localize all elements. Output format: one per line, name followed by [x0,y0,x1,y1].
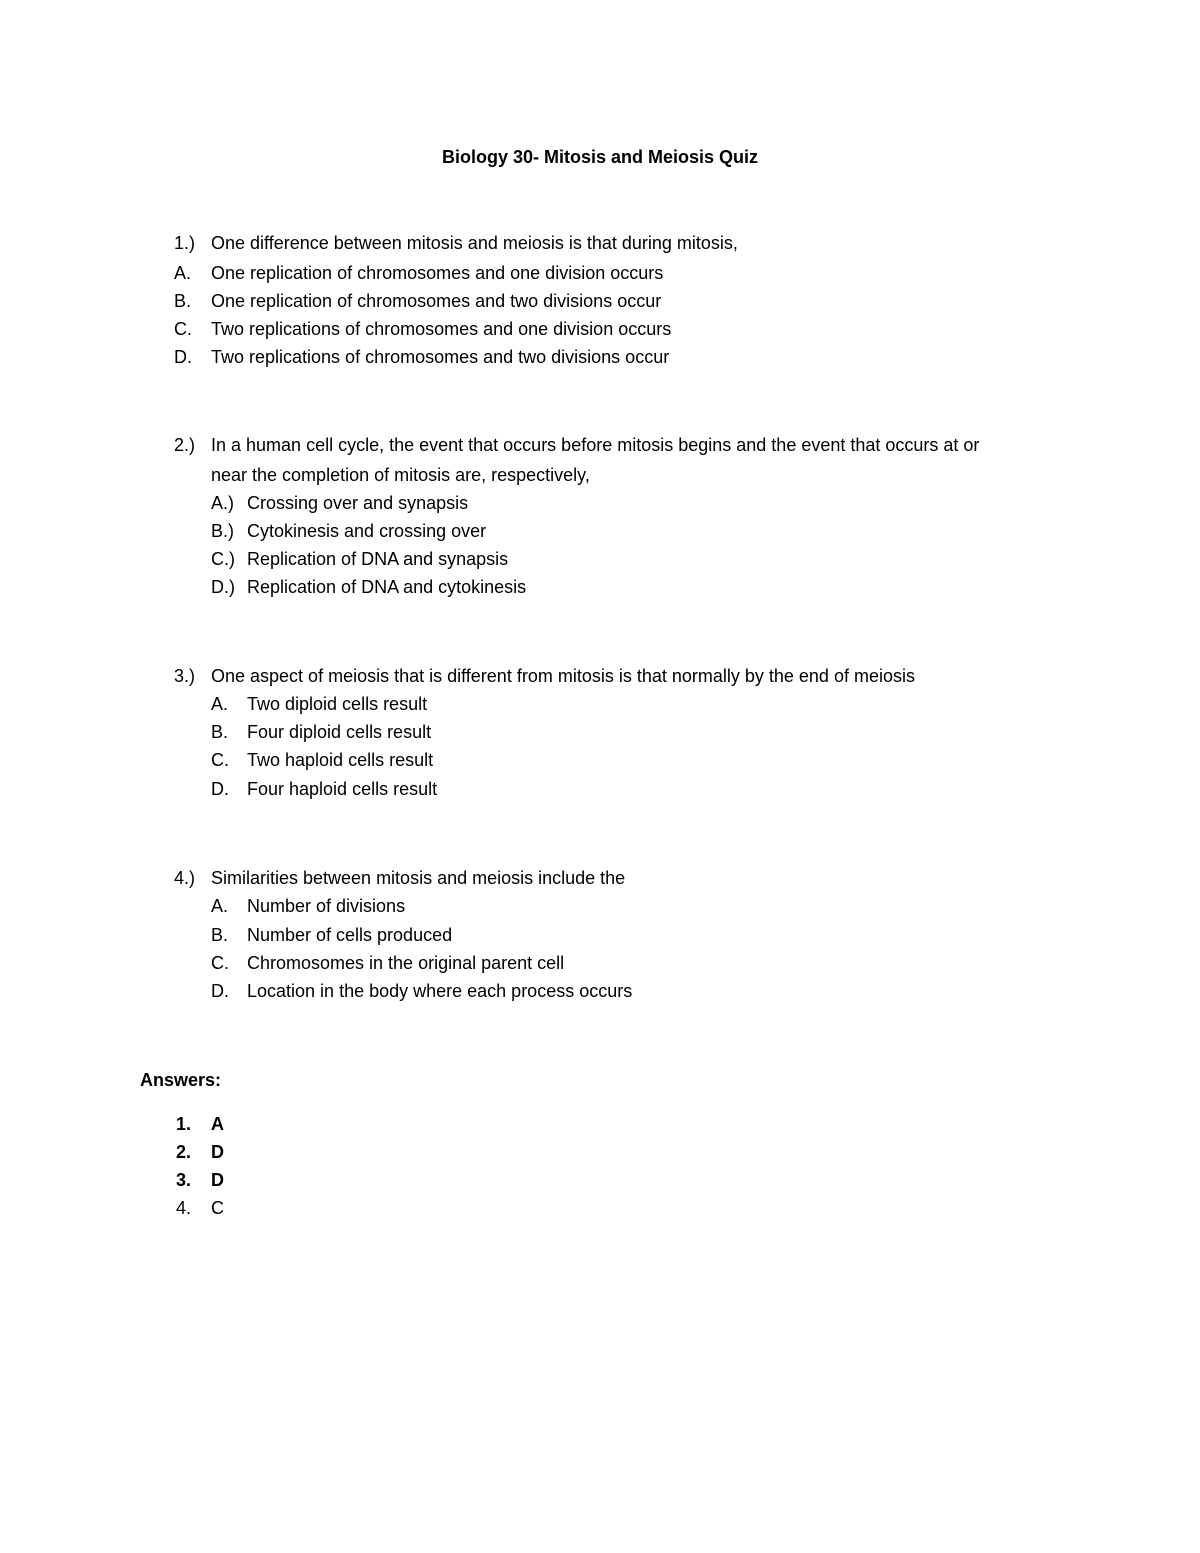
option-label: D. [174,347,192,367]
question-3-stem [0,662,1200,690]
option-text: Replication of DNA and cytokinesis [247,577,527,597]
option-label: B. [211,925,229,945]
question-3-option-b [0,718,1200,746]
question-2-stem [0,431,1200,459]
question-4-option-d [0,977,1200,1005]
answer-value: D [211,1170,224,1190]
option-text: One replication of chromosomes and two divisions occur [211,291,662,311]
question-number: 1.) [174,233,196,253]
question-text: Similarities between mitosis and meiosis include the [211,868,626,888]
option-text: Four haploid cells result [247,779,438,799]
answer-item-3 [0,1166,1200,1194]
question-text: In a human cell cycle, the event that occurs before mitosis begins and the event that occurs at or [211,435,980,455]
question-2-stem-continued [0,461,1200,489]
option-label: C. [211,750,229,770]
question-1-option-b [0,287,1200,315]
answer-value: C [211,1198,224,1218]
option-text: Four diploid cells result [247,722,432,742]
option-text: Replication of DNA and synapsis [247,549,509,569]
question-number: 4.) [174,868,196,888]
question-2-option-d [0,573,1200,601]
option-label: B. [174,291,192,311]
option-text: Two replications of chromosomes and one division occurs [211,319,672,339]
option-label: A. [211,694,229,714]
question-2-option-b [0,517,1200,545]
question-1-option-a [0,259,1200,287]
option-label: D. [211,779,229,799]
question-1-stem [0,229,1200,257]
option-label: D. [211,981,229,1001]
answer-number: 1. [176,1114,192,1134]
answer-number: 3. [176,1170,192,1190]
answer-number: 4. [176,1198,192,1218]
answer-item-1 [0,1110,1200,1138]
option-text: Location in the body where each process occurs [247,981,633,1001]
question-2-option-c [0,545,1200,573]
question-4-option-a [0,892,1200,920]
answer-value: D [211,1142,224,1162]
answers-heading: Answers: [140,1070,222,1090]
answer-item-2 [0,1138,1200,1166]
option-label: C. [174,319,192,339]
answer-value: A [211,1114,224,1134]
option-text: Cytokinesis and crossing over [247,521,487,541]
option-label: B. [211,722,229,742]
option-text: Crossing over and synapsis [247,493,469,513]
option-text: Two diploid cells result [247,694,428,714]
question-4-stem [0,864,1200,892]
option-label: A. [174,263,192,283]
question-1-option-d [0,343,1200,371]
option-label: C.) [211,549,235,569]
question-2-option-a [0,489,1200,517]
question-3-option-c [0,746,1200,774]
quiz-title: Biology 30- Mitosis and Meiosis Quiz [441,147,759,167]
option-text: Two haploid cells result [247,750,434,770]
question-3-option-a [0,690,1200,718]
option-text: Chromosomes in the original parent cell [247,953,565,973]
option-text: Number of cells produced [247,925,453,945]
answer-number: 2. [176,1142,192,1162]
question-number: 2.) [174,435,196,455]
option-text: One replication of chromosomes and one division occurs [211,263,664,283]
option-label: A. [211,896,229,916]
question-text: One difference between mitosis and meiosis is that during mitosis, [211,233,738,253]
question-4-option-c [0,949,1200,977]
option-label: C. [211,953,229,973]
option-text: Two replications of chromosomes and two divisions occur [211,347,670,367]
option-label: B.) [211,521,235,541]
question-number: 3.) [174,666,196,686]
question-text: One aspect of meiosis that is different from mitosis is that normally by the end of meiosis [211,666,915,686]
question-1-option-c [0,315,1200,343]
question-4-option-b [0,921,1200,949]
question-text: near the completion of mitosis are, respectively, [211,465,590,485]
option-label: A.) [211,493,235,513]
question-3-option-d [0,775,1200,803]
answer-item-4 [0,1194,1200,1222]
option-text: Number of divisions [247,896,406,916]
option-label: D.) [211,577,235,597]
